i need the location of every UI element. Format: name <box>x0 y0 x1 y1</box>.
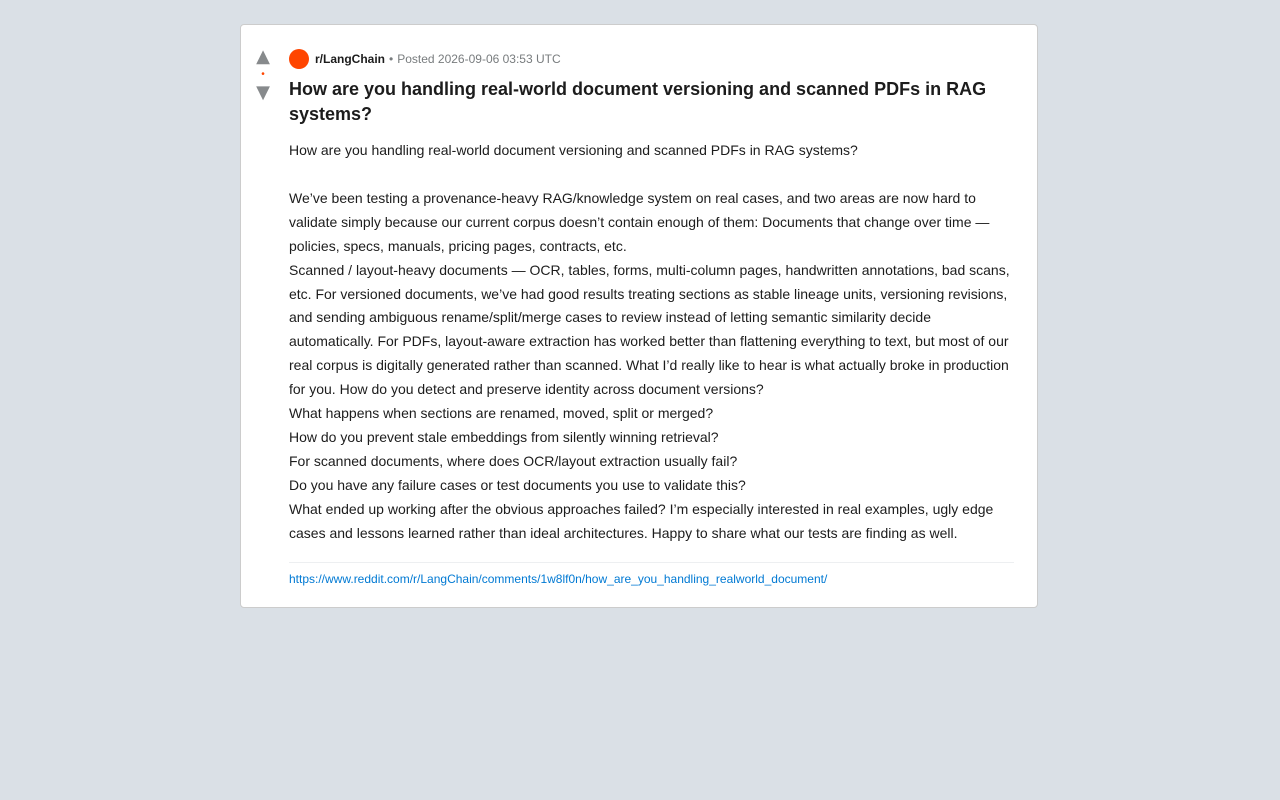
post-timestamp: Posted 2026-09-06 03:53 UTC <box>397 52 561 66</box>
subreddit-link[interactable]: r/LangChain <box>315 52 386 66</box>
post-url-link[interactable]: https://www.reddit.com/r/LangChain/comments/1w8lf0n/how_are_you_handling_realworld_document/ <box>289 571 828 586</box>
post-meta <box>289 49 1014 69</box>
post-body <box>289 139 1014 546</box>
upvote-icon[interactable]: ▲ <box>256 46 270 67</box>
post-content <box>289 49 1014 586</box>
post-paragraph: We’ve been testing a provenance-heavy RAG/knowledge system on real cases, and two areas are now hard to validate simply because our current corpus doesn’t contain enough of them: Documents that change over time — policies, specs, manuals, pricing pages, contracts, etc. <box>289 189 990 254</box>
vote-score: • <box>261 69 265 80</box>
divider <box>289 562 1014 563</box>
post-paragraph: How do you prevent stale embeddings from silently winning retrieval? <box>289 428 719 445</box>
post-title[interactable]: How are you handling real-world document versioning and scanned PDFs in RAG systems? <box>289 79 987 124</box>
paragraph-gap <box>289 163 1014 187</box>
subreddit-avatar[interactable] <box>289 49 309 69</box>
post-paragraph: What happens when sections are renamed, moved, split or merged? <box>289 405 714 422</box>
vote-column <box>241 47 285 103</box>
post-paragraph: Do you have any failure cases or test documents you use to validate this? <box>289 476 746 493</box>
post-paragraph: What ended up working after the obvious approaches failed? I’m especially interested in real examples, ugly edge cases and lessons learned rather than ideal architectures. Happy to share what our tests are finding as well. <box>289 500 994 541</box>
post-card <box>240 24 1038 608</box>
post-paragraph: Scanned / layout-heavy documents — OCR, tables, forms, multi-column pages, handwritten annotations, bad scans, etc. For versioned documents, we’ve had good results treating sections as stable lineage units, versioning revisions, and sending ambiguous rename/split/merge cases to review instead of letting semantic similarity decide automatically. For PDFs, layout-aware extraction has worked better than flattening everything to text, but most of our real corpus is digitally generated rather than scanned. What I’d really like to hear is what actually broke in production for you. How do you detect and preserve identity across document versions? <box>289 261 1010 398</box>
meta-separator: • <box>389 52 394 66</box>
downvote-icon[interactable]: ▼ <box>256 82 270 103</box>
post-paragraph: For scanned documents, where does OCR/layout extraction usually fail? <box>289 452 738 469</box>
post-paragraph: How are you handling real-world document versioning and scanned PDFs in RAG systems? <box>289 142 858 158</box>
